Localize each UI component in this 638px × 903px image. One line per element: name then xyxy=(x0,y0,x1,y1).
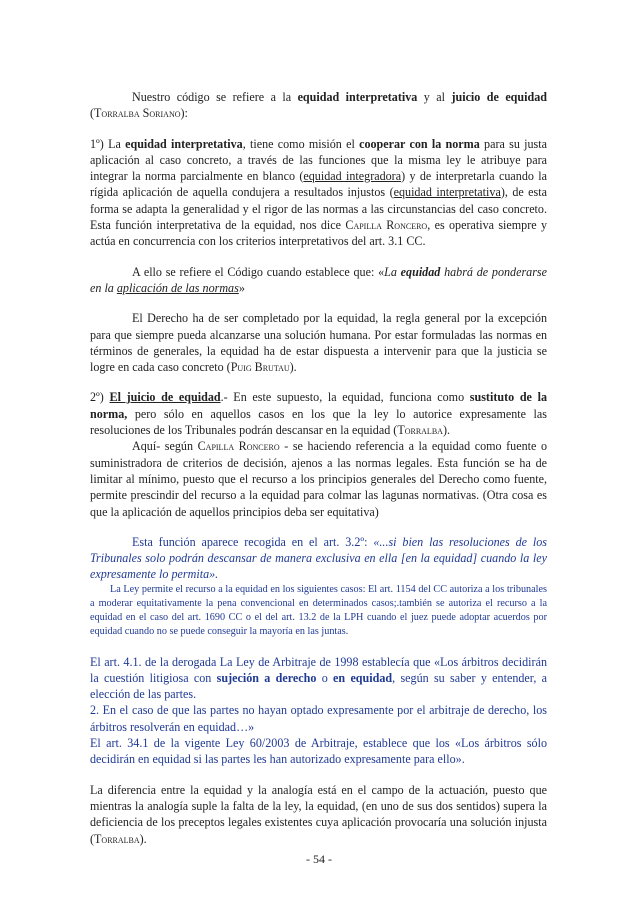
text-run: Nuestro código se refiere a la xyxy=(132,90,298,104)
text-run: La diferencia entre la equidad y la analogía está en el campo de la actuación, puesto que mientras la analogía suple la falta de la ley, la equidad, (en uno de sus dos sentidos) supera la deficiencia de los preceptos legales existentes cuya aplicación provocaría una solución injusta ( xyxy=(90,782,547,846)
text-run: ) y de interpretarla cuando la rígida aplicación de aquella condujera a resultados injustos ( xyxy=(90,169,547,200)
paragraph-juicio-de-equidad xyxy=(90,389,547,438)
paragraph-art-3-2 xyxy=(90,534,547,583)
text-run: ), de esta forma se adapta la generalidad y el rigor de las normas a las circunstancias del caso concreto. Esta función interpretativa de la equidad, nos dice xyxy=(90,185,547,233)
text-run: .- En este supuesto, la equidad, funciona como xyxy=(220,390,470,405)
author-citation: Torralba Soriano xyxy=(94,106,181,121)
quote-run: La xyxy=(384,264,401,279)
paragraph-derecho-completado xyxy=(90,310,547,375)
text-run: El art. 34.1 de la vigente Ley 60/2003 de Arbitraje, establece que los «Los árbitros sólo decidirán en equidad si las partes les han autorizado expresamente para ello». xyxy=(90,736,547,767)
paragraph-intro xyxy=(90,89,547,122)
author-citation: Puig Brutau xyxy=(230,360,290,375)
term-equidad-interpretativa-underlined: equidad interpretativa xyxy=(393,185,501,200)
term-equidad-interpretativa: equidad interpretativa xyxy=(125,136,243,151)
text-run: 1º) La xyxy=(90,136,126,151)
term-juicio-de-equidad: juicio de equidad xyxy=(451,90,547,104)
term-cooperar-con-la-norma: cooperar con la norma xyxy=(359,136,480,151)
text-run: , según su saber y entender, a elección de las partes. xyxy=(90,670,548,702)
text-run: El Derecho ha de ser completado por la equidad, la regla general por la excepción para que siempre pueda alcanzarse una solución humana. Por estar formuladas las normas en términos de generales, la equidad ha de estar dispuesta a intervenir para que la justicia se logre en cada caso concreto ( xyxy=(90,311,547,375)
paragraph-equidad-interpretativa xyxy=(90,136,547,250)
paragraph-capilla-roncero xyxy=(90,438,547,519)
term-aplicacion-de-las-normas: aplicación de las normas xyxy=(116,280,239,295)
term-en-equidad: en equidad xyxy=(333,670,393,685)
author-citation: Torralba xyxy=(397,423,443,438)
term-juicio-de-equidad: El juicio de equidad xyxy=(109,390,221,405)
text-run: , es operativa siempre y actúa en concurrencia con los criterios interpretativos del art. 3.1 CC. xyxy=(90,218,547,249)
text-run: 2. En el caso de que las partes no hayan optado expresamente por el arbitraje de derecho, los árbitros resolverán en equidad…» xyxy=(90,703,547,734)
text-run: o xyxy=(316,670,334,685)
text-run: para su justa aplicación al caso concreto, a través de las funciones que la misma ley le atribuye para integrar la norma parcialmente en blanco ( xyxy=(90,136,547,184)
page-number: - 54 - xyxy=(306,852,332,866)
text-run: Aquí- según xyxy=(132,439,198,454)
author-citation: Capilla Roncero xyxy=(345,218,428,233)
quote-art-3-2: «...si bien las resoluciones de los Tribunales solo podrán descansar de manera exclusiva en ella [en la equidad] cuando la ley expresamente lo permita». xyxy=(90,534,547,582)
author-citation: Capilla Roncero xyxy=(197,439,280,454)
term-equidad-interpretativa: equidad interpretativa xyxy=(297,90,418,104)
paragraph-ley-permite xyxy=(90,583,547,640)
text-run: 2º) xyxy=(90,390,110,405)
document-body xyxy=(90,89,547,847)
text-run: , tiene como misión el xyxy=(242,136,360,151)
text-run: ). xyxy=(139,831,147,846)
paragraph-codigo-quote xyxy=(90,264,547,297)
text-run: pero sólo en aquellos casos en los que la ley lo autorice expresamente las resoluciones de los Tribunales podrán descansar en la equidad ( xyxy=(90,406,547,438)
paragraph-ley-arbitraje xyxy=(90,654,547,703)
text-run: - se haciendo referencia a la equidad como fuente o suministradora de criterios de decisión, ajenos a las normas legales. Esta función se ha de limitar al mínimo, puesto que el recurso a los principios generales del Derecho como fuente, permite prescindir del recurso a la equidad para colmar las lagunas normativas. (Otra cosa es que la aplicación de aquellos principios deba ser equitativa) xyxy=(90,439,547,519)
text-run: ): xyxy=(180,106,188,121)
text-run: La Ley permite el recurso a la equidad en los siguientes casos: El art. 1154 del CC autoriza a los tribunales a moderar equitativamente la pena convencional en determinados casos;.también se autoriza el recurso a la equidad en el caso del art. 1690 CC o el del art. 13.2 de la LPH cuando el juez puede adoptar acuerdos por equidad cuando no se puede conseguir la mayoría en las juntas. xyxy=(90,583,547,638)
term-sustituto-de-la-norma: sustituto de la norma, xyxy=(90,390,547,421)
term-equidad: equidad xyxy=(400,264,441,279)
text-run: A ello se refiere el Código cuando establece que: « xyxy=(132,264,385,279)
text-run: ( xyxy=(90,106,95,121)
text-run: ). xyxy=(289,360,297,375)
paragraph-ley-60-2003 xyxy=(90,735,547,768)
text-run: El art. 4.1. de la derogada La Ley de Arbitraje de 1998 establecía que «Los árbitros decidirán la cuestión litigiosa con xyxy=(90,654,547,685)
text-run: y al xyxy=(417,90,452,104)
term-equidad-integradora: equidad integradora xyxy=(303,169,402,184)
text-run: » xyxy=(238,280,245,295)
text-run: ). xyxy=(442,423,450,438)
paragraph-arbitraje-2 xyxy=(90,702,547,735)
term-sujecion-a-derecho: sujeción a derecho xyxy=(216,670,317,685)
author-citation: Torralba xyxy=(94,831,140,846)
quote-run: habrá de ponderarse en la xyxy=(90,264,548,295)
text-run: Esta función aparece recogida en el art. 3.2º: xyxy=(132,534,374,549)
paragraph-equidad-analogia xyxy=(90,782,547,847)
